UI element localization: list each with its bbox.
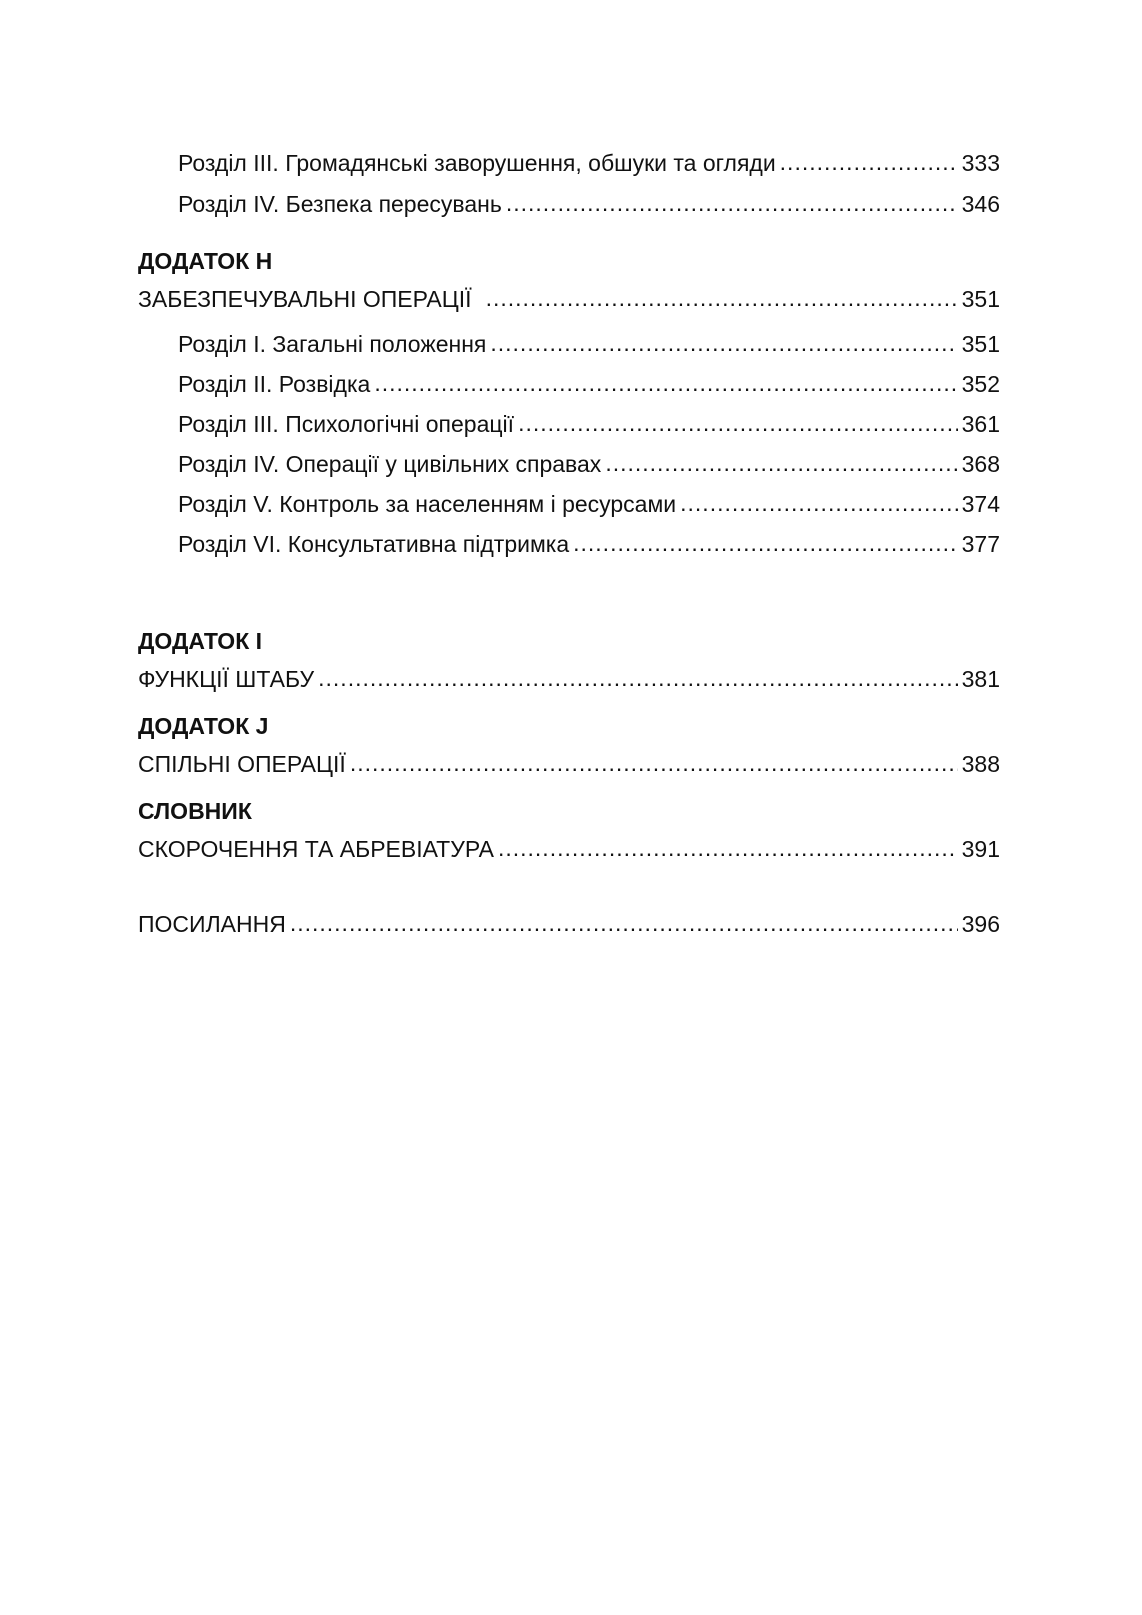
appendix-h-heading: ДОДАТОК H — [138, 248, 273, 274]
toc-entry-text: ЗАБЕЗПЕЧУВАЛЬНІ ОПЕРАЦІЇ — [138, 286, 472, 312]
toc-entry-text: ПОСИЛАННЯ — [138, 911, 286, 937]
toc-leader-dots — [518, 408, 958, 438]
toc-entry-glossary-title[interactable] — [138, 834, 1000, 864]
toc-leader-dots — [486, 283, 958, 313]
toc-entry-section-iii-civil-unrest[interactable] — [178, 148, 1000, 178]
toc-entry-section-v-population-control[interactable] — [178, 489, 1000, 519]
toc-page-number: 377 — [961, 531, 1000, 557]
toc-entry-text: СКОРОЧЕННЯ ТА АБРЕВІАТУРА — [138, 836, 494, 862]
toc-leader-dots — [498, 833, 958, 863]
toc-page-number: 391 — [961, 836, 1000, 862]
toc-page-number: 361 — [961, 411, 1000, 437]
glossary-heading: СЛОВНИК — [138, 798, 252, 824]
toc-entry-text: СПІЛЬНІ ОПЕРАЦІЇ — [138, 751, 346, 777]
toc-entry-section-ii-intelligence[interactable] — [178, 369, 1000, 399]
toc-entry-text: Розділ V. Контроль за населенням і ресурсами — [178, 491, 677, 517]
toc-page-number: 351 — [961, 331, 1000, 357]
toc-entry-text: Розділ IV. Операції у цивільних справах — [178, 451, 602, 477]
toc-entry-text: Розділ IV. Безпека пересувань — [178, 191, 502, 217]
toc-entry-section-iv-movement-security[interactable] — [178, 189, 1000, 219]
toc-page-number: 374 — [961, 491, 1000, 517]
toc-entry-text: ФУНКЦІЇ ШТАБУ — [138, 666, 315, 692]
toc-leader-dots — [780, 147, 958, 177]
toc-page-number: 368 — [961, 451, 1000, 477]
appendix-j-heading: ДОДАТОК J — [138, 713, 269, 739]
toc-page-number: 396 — [961, 911, 1000, 937]
toc-page-number: 388 — [961, 751, 1000, 777]
toc-entry-section-iii-psyops[interactable] — [178, 409, 1000, 439]
toc-page-number: 381 — [961, 666, 1000, 692]
toc-page-number: 333 — [961, 150, 1000, 176]
toc-entry-section-vi-advisory-support[interactable] — [178, 529, 1000, 559]
toc-entry-text: Розділ VI. Консультативна підтримка — [178, 531, 570, 557]
toc-entry-text: Розділ I. Загальні положення — [178, 331, 487, 357]
toc-page-number: 346 — [961, 191, 1000, 217]
toc-leader-dots — [490, 328, 957, 358]
toc-leader-dots — [605, 448, 957, 478]
toc-page-number: 351 — [961, 286, 1000, 312]
toc-entry-appendix-j-title[interactable] — [138, 749, 1000, 779]
toc-leader-dots — [290, 908, 958, 938]
toc-entry-text: Розділ III. Психологічні операції — [178, 411, 515, 437]
toc-leader-dots — [506, 188, 958, 218]
toc-entry-text: Розділ III. Громадянські заворушення, обшуки та огляди — [178, 150, 776, 176]
toc-entry-appendix-h-title[interactable] — [138, 284, 1000, 314]
toc-leader-dots — [573, 528, 958, 558]
toc-leader-dots — [318, 663, 957, 693]
toc-entry-references[interactable] — [138, 909, 1000, 939]
toc-entry-text: Розділ II. Розвідка — [178, 371, 371, 397]
toc-entry-section-iv-civil-affairs[interactable] — [178, 449, 1000, 479]
toc-page-number: 352 — [961, 371, 1000, 397]
toc-leader-dots — [350, 748, 958, 778]
toc-leader-dots — [680, 488, 957, 518]
toc-leader-dots — [374, 368, 957, 398]
appendix-i-heading: ДОДАТОК I — [138, 628, 263, 654]
toc-entry-appendix-i-title[interactable] — [138, 664, 1000, 694]
toc-entry-section-i-general[interactable] — [178, 329, 1000, 359]
